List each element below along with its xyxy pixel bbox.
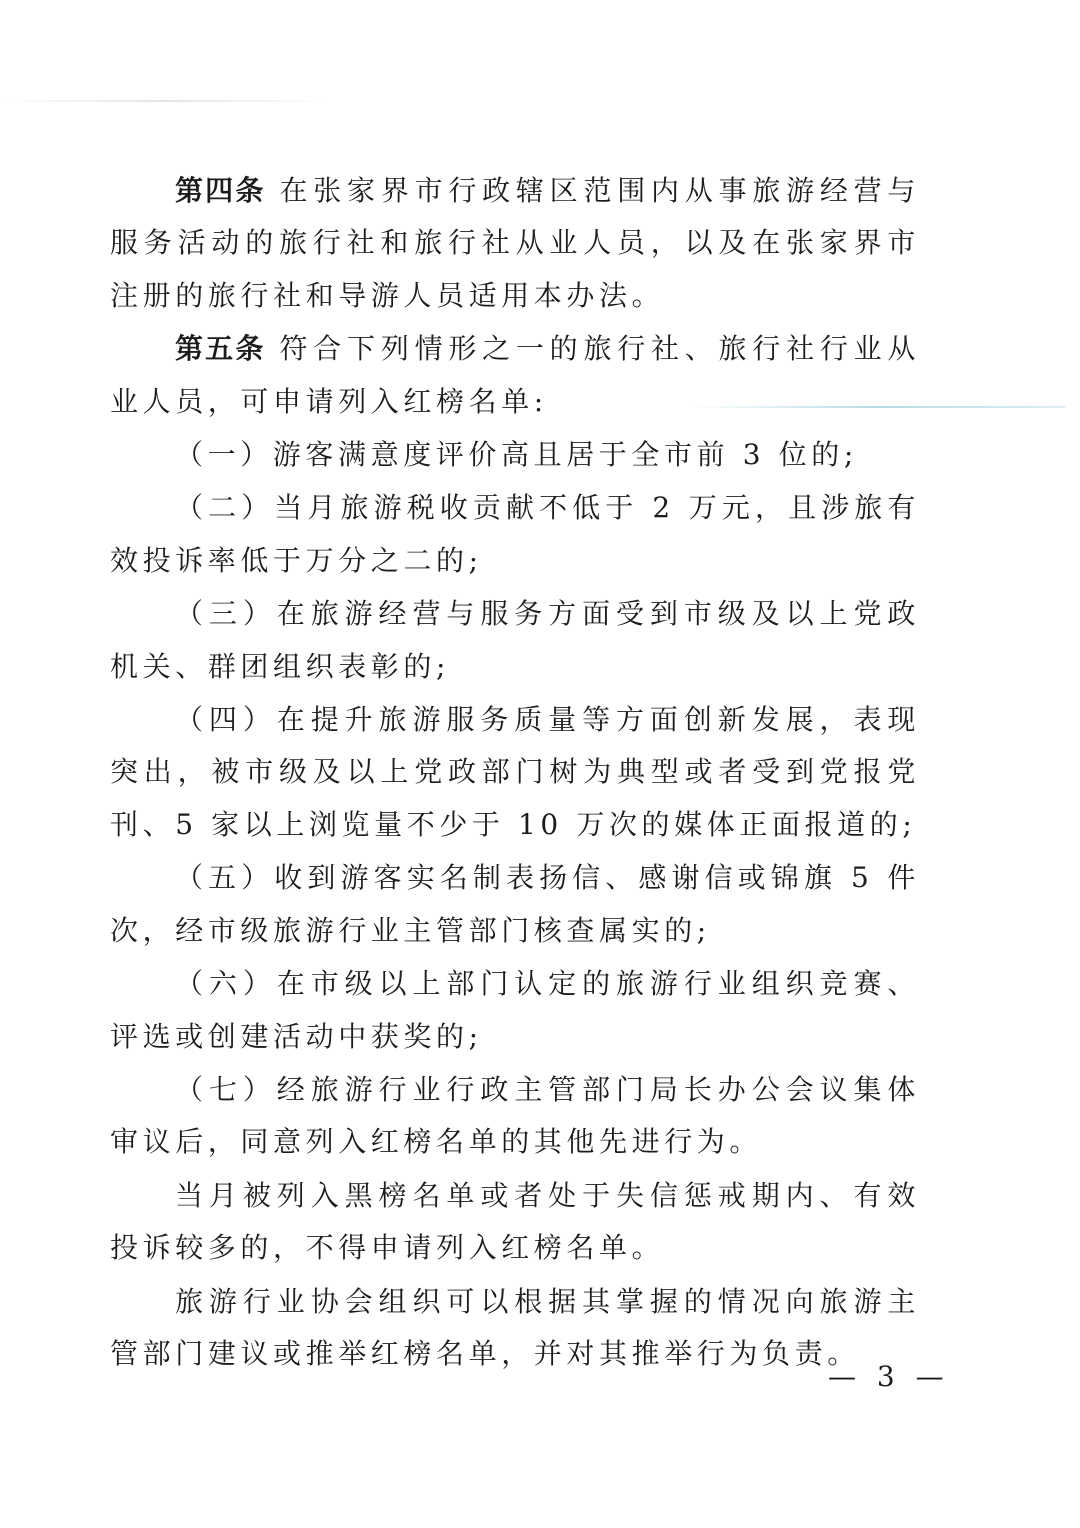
article-text: 在张家界市行政辖区范围内从事旅游经营与服务活动的旅行社和旅行社从业人员，以及在张家界市注册的旅行社和导游人员适用本办法。 — [110, 174, 920, 312]
article-label: 第五条 — [175, 332, 266, 366]
exclusion-paragraph: 当月被列入黑榜名单或者处于失信惩戒期内、有效投诉较多的，不得申请列入红榜名单。 — [110, 1178, 920, 1265]
page-number: — 3 — — [828, 1360, 950, 1393]
document-body — [110, 165, 920, 1381]
list-item-3: （三）在旅游经营与服务方面受到市级及以上党政机关、群团组织表彰的; — [110, 597, 920, 683]
article-5-paragraph — [110, 323, 920, 428]
list-item-5: （五）收到游客实名制表扬信、感谢信或锦旗 5 件次，经市级旅游行业主管部门核查属实的; — [110, 861, 920, 947]
association-paragraph: 旅游行业协会组织可以根据其掌握的情况向旅游主管部门建议或推举红榜名单，并对其推举行为负责。 — [110, 1284, 920, 1370]
article-text: 符合下列情形之一的旅行社、旅行社行业从业人员，可申请列入红榜名单: — [110, 332, 920, 418]
list-item-6: （六）在市级以上部门认定的旅游行业组织竞赛、评选或创建活动中获奖的; — [110, 967, 920, 1053]
article-4-paragraph — [110, 165, 920, 322]
article-label: 第四条 — [175, 174, 266, 207]
scan-artifact-line — [0, 100, 330, 102]
list-item-1: （一）游客满意度评价高且居于全市前 3 位的; — [175, 438, 858, 472]
list-item-4: （四）在提升旅游服务质量等方面创新发展，表现突出，被市级及以上党政部门树为典型或者受到党报党刊、5 家以上浏览量不少于 10 万次的媒体正面报道的; — [110, 703, 920, 841]
list-item-2: （二）当月旅游税收贡献不低于 2 万元，且涉旅有效投诉率低于万分之二的; — [110, 491, 920, 577]
list-item-7: （七）经旅游行业行政主管部门局长办公会议集体审议后，同意列入红榜名单的其他先进行为。 — [110, 1072, 920, 1159]
